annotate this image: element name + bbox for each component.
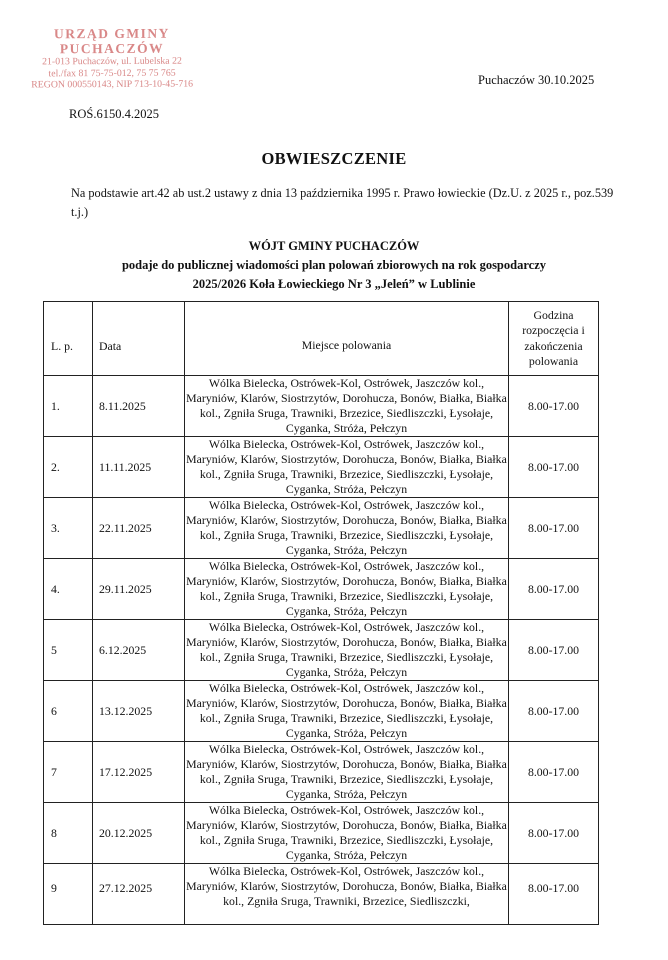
stamp-line-1: URZĄD GMINY [53, 25, 170, 42]
table-row [44, 437, 599, 498]
row-place: Wólka Bielecka, Ostrówek-Kol, Ostrówek, Jaszczów kol., Maryniów, Klarów, Siostrzytów, Dorohucza, Bonów, Białka, Białka kol., Zgniła Sruga, Trawniki, Brzezice, Siedliszczki, Łysołaje, Cyganka, Stróża, Pełczyn [186, 559, 507, 618]
row-lp: 5 [44, 620, 93, 681]
table-row [44, 498, 599, 559]
legal-basis: Na podstawie art.42 ab ust.2 ustawy z dnia 13 października 1995 r. Prawo łowieckie (Dz.U. z 2025 r., poz.539 t.j.) [71, 186, 614, 219]
row-hours: 8.00-17.00 [509, 498, 599, 559]
row-place: Wólka Bielecka, Ostrówek-Kol, Ostrówek, Jaszczów kol., Maryniów, Klarów, Siostrzytów, Dorohucza, Bonów, Białka, Białka kol., Zgniła Sruga, Trawniki, Brzezice, Siedliszczki, Łysołaje, Cyganka, Stróża, Pełczyn [186, 376, 507, 435]
row-place: Wólka Bielecka, Ostrówek-Kol, Ostrówek, Jaszczów kol., Maryniów, Klarów, Siostrzytów, Dorohucza, Bonów, Białka, Białka kol., Zgniła Sruga, Trawniki, Brzezice, Siedliszczki, Łysołaje, Cyganka, Stróża, Pełczyn [186, 437, 507, 496]
row-lp: 4. [44, 559, 93, 620]
row-hours: 8.00-17.00 [509, 559, 599, 620]
row-date: 11.11.2025 [93, 437, 185, 498]
table-row [44, 681, 599, 742]
header-lp: L. p. [44, 302, 93, 376]
row-date: 8.11.2025 [93, 376, 185, 437]
row-hours: 8.00-17.00 [509, 437, 599, 498]
row-date: 29.11.2025 [93, 559, 185, 620]
office-stamp [18, 26, 206, 91]
reference-number: ROŚ.6150.4.2025 [69, 107, 159, 121]
row-place: Wólka Bielecka, Ostrówek-Kol, Ostrówek, Jaszczów kol., Maryniów, Klarów, Siostrzytów, Dorohucza, Bonów, Białka, Białka kol., Zgniła Sruga, Trawniki, Brzezice, Siedliszczki, Łysołaje, Cyganka, Stróża, Pełczyn [186, 498, 507, 557]
row-date: 17.12.2025 [93, 742, 185, 803]
stamp-address: 21-013 Puchaczów, ul. Lubelska 22 [42, 55, 182, 68]
stamp-regon: REGON 000550143, NIP 713-10-45-716 [31, 78, 194, 91]
row-lp: 1. [44, 376, 93, 437]
row-place: Wólka Bielecka, Ostrówek-Kol, Ostrówek, Jaszczów kol., Maryniów, Klarów, Siostrzytów, Dorohucza, Bonów, Białka, Białka kol., Zgniła Sruga, Trawniki, Brzezice, Siedliszczki, [185, 864, 509, 925]
table-row [44, 559, 599, 620]
table-row [44, 864, 599, 925]
table-row [44, 803, 599, 864]
table-header-row [44, 302, 599, 376]
row-date: 20.12.2025 [93, 803, 185, 864]
row-place: Wólka Bielecka, Ostrówek-Kol, Ostrówek, Jaszczów kol., Maryniów, Klarów, Siostrzytów, Dorohucza, Bonów, Białka, Białka kol., Zgniła Sruga, Trawniki, Brzezice, Siedliszczki, Łysołaje, Cyganka, Stróża, Pełczyn [186, 620, 507, 679]
row-lp: 6 [44, 681, 93, 742]
row-hours: 8.00-17.00 [509, 864, 599, 925]
row-lp: 8 [44, 803, 93, 864]
heading-line-3: 2025/2026 Koła Łowieckiego Nr 3 „Jeleń” w Lublinie [192, 277, 476, 291]
row-hours: 8.00-17.00 [509, 803, 599, 864]
header-date: Data [93, 302, 185, 376]
stamp-line-2: PUCHACZÓW [59, 40, 165, 57]
row-place: Wólka Bielecka, Ostrówek-Kol, Ostrówek, Jaszczów kol., Maryniów, Klarów, Siostrzytów, Dorohucza, Bonów, Białka, Białka kol., Zgniła Sruga, Trawniki, Brzezice, Siedliszczki, Łysołaje, Cyganka, Stróża, Pełczyn [186, 742, 507, 801]
announcement-heading [0, 237, 668, 294]
row-lp: 3. [44, 498, 93, 559]
row-lp: 9 [44, 864, 93, 925]
row-lp: 2. [44, 437, 93, 498]
row-hours: 8.00-17.00 [509, 681, 599, 742]
document-title: OBWIESZCZENIE [261, 149, 407, 168]
row-hours: 8.00-17.00 [509, 376, 599, 437]
table-row [44, 620, 599, 681]
table-row [44, 742, 599, 803]
table-row [44, 376, 599, 437]
header-place: Miejsce polowania [185, 302, 509, 376]
row-date: 6.12.2025 [93, 620, 185, 681]
row-lp: 7 [44, 742, 93, 803]
place-and-date: Puchaczów 30.10.2025 [478, 73, 595, 87]
hunting-plan-table [43, 301, 599, 925]
row-place: Wólka Bielecka, Ostrówek-Kol, Ostrówek, Jaszczów kol., Maryniów, Klarów, Siostrzytów, Dorohucza, Bonów, Białka, Białka kol., Zgniła Sruga, Trawniki, Brzezice, Siedliszczki, Łysołaje, Cyganka, Stróża, Pełczyn [186, 803, 507, 862]
row-date: 27.12.2025 [93, 864, 185, 925]
row-date: 22.11.2025 [93, 498, 185, 559]
heading-line-2: podaje do publicznej wiadomości plan polowań zbiorowych na rok gospodarczy [121, 258, 547, 272]
row-place: Wólka Bielecka, Ostrówek-Kol, Ostrówek, Jaszczów kol., Maryniów, Klarów, Siostrzytów, Dorohucza, Bonów, Białka, Białka kol., Zgniła Sruga, Trawniki, Brzezice, Siedliszczki, Łysołaje, Cyganka, Stróża, Pełczyn [186, 681, 507, 740]
stamp-phone: tel./fax 81 75-75-012, 75 75 765 [48, 67, 176, 79]
header-hours: Godzina rozpoczęcia i zakończenia polowania [509, 302, 599, 376]
row-hours: 8.00-17.00 [509, 620, 599, 681]
row-hours: 8.00-17.00 [509, 742, 599, 803]
heading-line-1: WÓJT GMINY PUCHACZÓW [248, 239, 420, 253]
row-date: 13.12.2025 [93, 681, 185, 742]
